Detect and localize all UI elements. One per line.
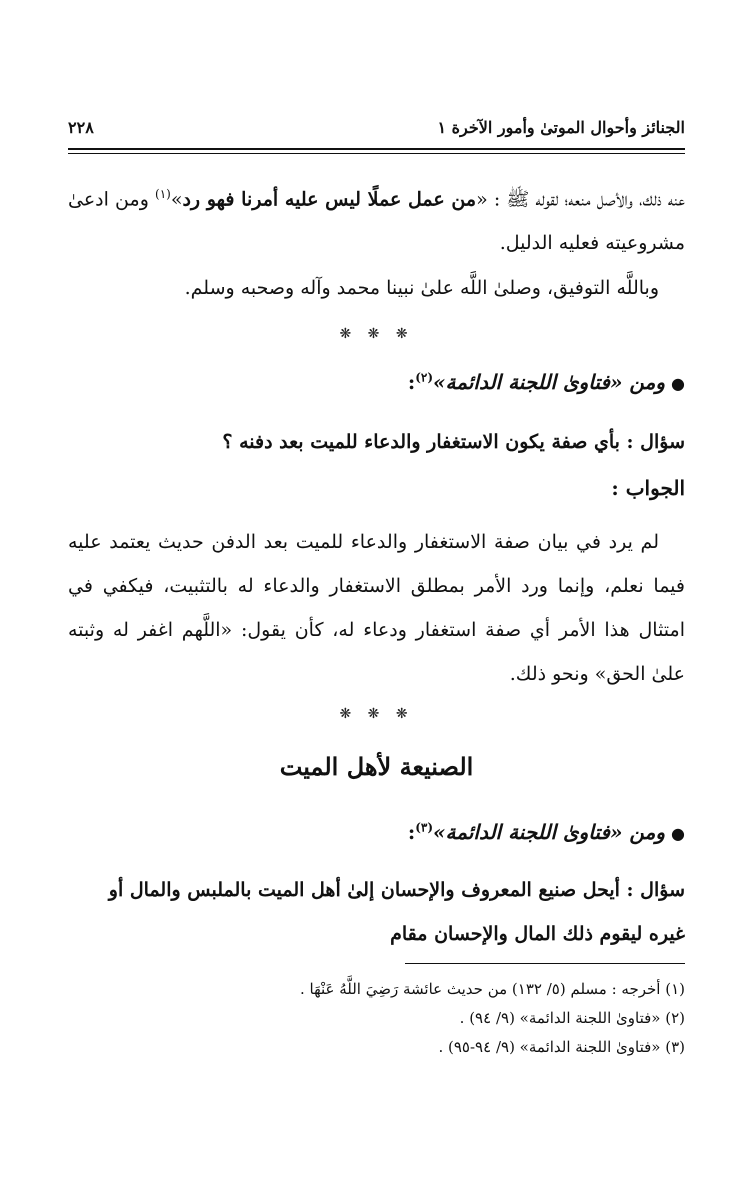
lead-colon: : bbox=[407, 370, 416, 394]
footnote-marker-2: (٢) bbox=[415, 370, 434, 385]
hadith-quote: من عمل عملًا ليس عليه أمرنا فهو رد bbox=[182, 188, 477, 211]
question-1: سؤال : بأي صفة يكون الاستغفار والدعاء للميت بعد دفنه ؟ bbox=[222, 431, 685, 453]
closing-text: وباللَّه التوفيق، وصلىٰ اللَّه علىٰ نبينا محمد وآله وصحبه وسلم. bbox=[184, 277, 659, 299]
footnote-1: (١) أخرجه : مسلم (٥/ ١٣٢) من حديث عائشة رَضِيَ اللَّهُ عَنْهَا . bbox=[299, 980, 685, 998]
footnote-3: (٣) «فتاوىٰ اللجنة الدائمة» (٩/ ٩٤-٩٥) . bbox=[438, 1038, 685, 1056]
answer-paragraph: لم يرد في بيان صفة الاستغفار والدعاء للميت بعد الدفن حديث يعتمد عليه فيما نعلم، وإنما ورد الأمر بمطلق الاستغفار والدعاء له بالتثبيت، فيكفي في امتثال هذا الأمر أي صفة استغفار ودعاء له، كأن يقول: «اللَّهم اغفر له وثبته علىٰ الحق» ونحو ذلك. bbox=[68, 531, 685, 685]
separator-stars-1: ❋ ❋ ❋ bbox=[339, 326, 414, 342]
running-header bbox=[68, 112, 685, 142]
header-rule-thick bbox=[68, 148, 685, 150]
answer-label: الجواب : bbox=[611, 476, 685, 500]
paragraph-text-end: ومن ادعىٰ مشروعيته فعليه الدليل. bbox=[68, 188, 685, 255]
bullet-icon: ● bbox=[671, 374, 685, 393]
section-title: الصنيعة لأهل الميت bbox=[279, 752, 474, 781]
footnote-rule bbox=[405, 963, 685, 964]
lead-colon: : bbox=[407, 820, 416, 844]
footnote-marker-1: (١) bbox=[155, 187, 171, 201]
fatwa-source-lead-1 bbox=[68, 370, 685, 394]
source-title: ومن «فتاوىٰ اللجنة الدائمة» bbox=[433, 370, 666, 394]
footnote-2: (٢) «فتاوىٰ اللجنة الدائمة» (٩/ ٩٤) . bbox=[459, 1009, 685, 1027]
closing-paragraph bbox=[68, 266, 685, 310]
separator-stars-2: ❋ ❋ ❋ bbox=[339, 706, 414, 722]
paragraph-text: عنه ذلك، والأصل منعه؛ لقوله ﷺ : « bbox=[476, 188, 686, 211]
footnote-marker-3: (٣) bbox=[415, 820, 434, 835]
fatwa-source-lead-2 bbox=[68, 820, 685, 844]
paragraph-continuation bbox=[68, 172, 685, 265]
bullet-icon: ● bbox=[671, 824, 685, 843]
quote-close: » bbox=[170, 188, 183, 211]
running-title: الجنائز وأحوال الموتىٰ وأمور الآخرة ١ bbox=[437, 117, 685, 137]
question-2: سؤال : أيحل صنيع المعروف والإحسان إلىٰ أهل الميت بالملبس والمال أو غيره ليقوم ذلك المال والإحسان مقام bbox=[108, 879, 685, 945]
page-number: ٢٢٨ bbox=[68, 117, 94, 137]
source-title: ومن «فتاوىٰ اللجنة الدائمة» bbox=[433, 820, 666, 844]
footnotes bbox=[68, 975, 685, 1062]
header-rule-thin bbox=[68, 153, 685, 154]
